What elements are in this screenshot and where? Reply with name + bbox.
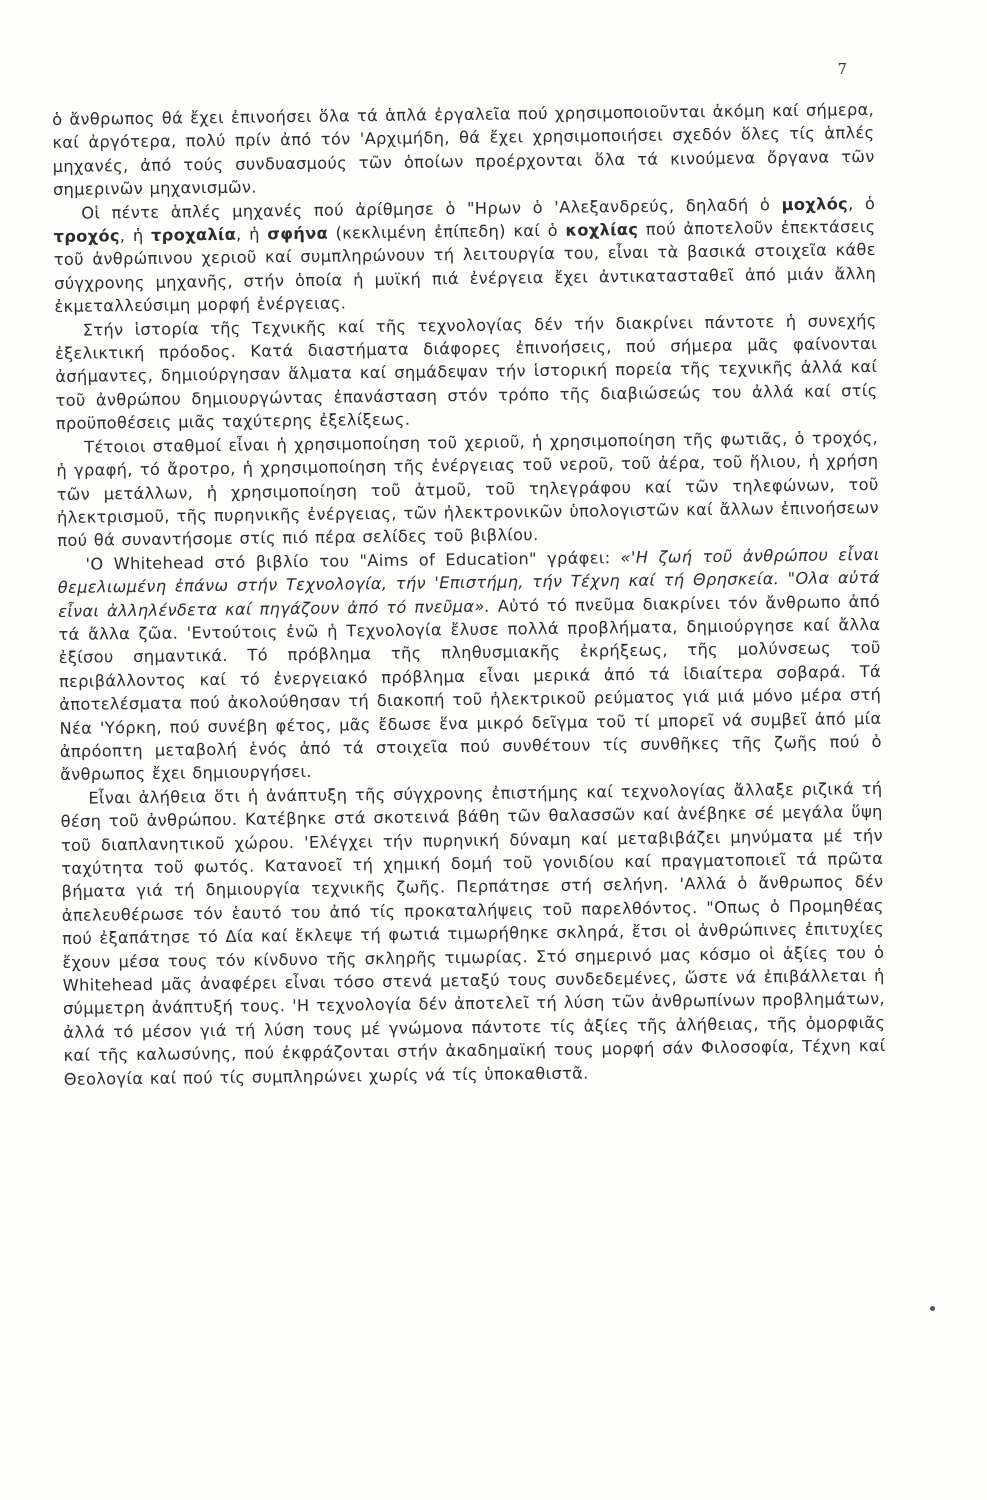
bold-term: κοχλίας <box>565 219 639 240</box>
text-run: ὁ ἄνθρωπος θά ἔχει ἐπινοήσει ὅλα τά ἁπλά ἐργαλεῖα πού χρησιμοποιοῦνται ἀκόμη καί σήμερα, καί ἀργότερα, πολύ πρίν ἀπό τόν 'Αρχιμήδη, θά ἔχει χρησιμοποιήσει σχεδόν ὅλες τίς ἁπλές μηχανές, ἀπό τούς συνδυασμούς τῶν ὁποίων προέρχονται ὅλα τά κινούμενα ὄργανα τῶν σημερινῶν μηχανισμῶν. <box>52 99 875 200</box>
bold-term: μοχλός <box>781 193 849 214</box>
text-run: Αὐτό τό πνεῦμα διακρίνει τόν ἄνθρωπο ἀπό τά ἄλλα ζῶα. 'Εντούτοις ἐνῶ ἡ Τεχνολογία ἔλυσε πολλά προβλήματα, δημιούργησε καί ἄλλα ἐξίσου σημαντικά. Τό πρόβλημα τῆς πληθυσμιακῆς ἐκρήξεως, τῆς μολύνσεως τοῦ περιβάλλοντος καί τό ἐνεργειακό πρόβλημα εἶναι μερικά ἀπό τά ἰδιαίτερα σοβαρά. Τά ἀποτελέσματα πού ἀκολούθησαν τή διακοπή τοῦ ἠλεκτρικοῦ ρεύματος γιά μιά μόνο μέρα στή Νέα 'Υόρκη, πού συνέβη φέτος, μᾶς ἔδωσε ἕνα μικρό δεῖγμα τοῦ τί μπορεῖ νά συμβεῖ ἀπό μία ἀπρόοπτη μεταβολή ἑνός ἀπό τά στοιχεῖα πού συνθέτουν τίς συνθῆκες τῆς ζωῆς πού ὁ ἄνθρωπος ἔχει δημιουργήσει. <box>58 591 882 785</box>
text-run: Στήν ἱστορία τῆς Τεχνικῆς καί τῆς τεχνολογίας δέν τήν διακρίνει πάντοτε ἡ συνεχής ἐξελικτική πρόοδος. Κατά διαστήματα διάφορες ἐπινοήσεις, πού σήμερα μᾶς φαίνονται ἀσήμαντες, δημιούργησαν ἅλματα καί σημάδεψαν τήν ἱστορική πορεία τῆς τεχνικῆς ἀλλά καί τοῦ ἀνθρώπου δημιουργώντας ἐπανάσταση στόν τρόπο τῆς διαβιώσεώς του ἀλλά καί στίς προϋποθέσεις μιᾶς ταχύτερης ἐξελίξεως. <box>54 310 878 434</box>
bold-term: τροχός <box>53 226 120 247</box>
text-run: πού ἀποτελοῦν ἐπεκτάσεις τοῦ ἀνθρώπινου χεριοῦ καί συμπληρώνουν τή λειτουργία του, εἶναι τὰ βασικά στοιχεῖα κάθε σύγχρονης μηχανῆς, στήν ὁποία ἡ μυϊκή πιά ἐνέργεια ἔχει ἀντικατασταθεῖ ἀπό μιάν ἄλλη ἐκμεταλλεύσιμη μορφή ἐνέργειας. <box>53 216 877 317</box>
text-run: , ἡ <box>236 224 268 244</box>
italic-quote: «'Η ζωή τοῦ ἀνθρώπου εἶναι θεμελιωμένη ἐπάνω στήν Τεχνολογία, τήν 'Επιστήμη, τήν Τέχνη καί τή Θρησκεία. "Ολα αὐτά εἶναι ἀλληλένδετα καί πηγάζουν ἀπό τό πνεῦμα». <box>57 544 880 621</box>
paragraph <box>53 192 876 319</box>
bold-term: σφήνα <box>267 223 329 244</box>
paragraph <box>52 98 875 202</box>
text-run: (κεκλιμένη ἐπίπεδη) καί ὁ <box>327 220 566 243</box>
text-run: , ὁ <box>847 193 876 213</box>
scan-speck <box>930 1306 935 1311</box>
text-run: Εἶναι ἀλήθεια ὅτι ἡ ἀνάπτυξη τῆς σύγχρονης ἐπιστήμης καί τεχνολογίας ἄλλαξε ριζικά τή θέση τοῦ ἀνθρώπου. Κατέβηκε στά σκοτεινά βάθη τῶν θαλασσῶν καί ἀνέβηκε σέ μεγάλα ὕψη τοῦ διαπλανητικοῦ χώρου. 'Ελέγχει τήν πυρηνική δύναμη καί μεταβιβάζει μηνύματα μέ τήν ταχύτητα τοῦ φωτός. Κατανοεῖ τή χημική δομή τοῦ γονιδίου καί πραγματοποιεῖ τά πρῶτα βήματα γιά τή δημιουργία τεχνικῆς ζωῆς. Περπάτησε στή σελήνη. 'Αλλά ὁ ἄνθρωπος δέν ἀπελευθέρωσε τόν ἑαυτό του ἀπό τίς προκαταλήψεις τοῦ παρελθόντος. "Οπως ὁ Προμηθέας πού ἐξαπάτησε τό Δία καί ἔκλεψε τή φωτιά τιμωρήθηκε σκληρά, ἔτσι οἱ ἀνθρώπινες ἐπιτυχίες ἔχουν μέσα τους τόν κίνδυνο τῆς σκληρῆς τιμωρίας. Στό σημερινό μας κόσμο οἱ ἀξίες του ὁ Whitehead μᾶς ἀναφέρει εἶναι τόσο στενά μεταξύ τους συνδεδεμένες, ὥστε νά ἐπιβάλλεται ἡ σύμμετρη ἀνάπτυξή τους. 'Η τεχνολογία δέν ἀποτελεῖ τή λύση τῶν ἀνθρωπίνων προβλημάτων, ἀλλά τό μέσον γιά τή λύση τους μέ γνώμονα πάντοτε τίς ἀξίες τῆς ἀλήθειας, τῆς ὀμορφιᾶς καί τῆς καλωσύνης, πού ἐκφράζονται στήν ἀκαδημαϊκή τους μορφή σάν Φιλοσοφία, Τέχνη καί Θεολογία καί πού τίς συμπληρώνει χωρίς νά τίς ὑποκαθιστᾶ. <box>60 778 886 1089</box>
paragraph <box>60 777 886 1091</box>
bold-term: τροχαλία <box>150 224 237 245</box>
page-number: 7 <box>837 60 847 78</box>
text-run: Οἱ πέντε ἁπλές μηχανές πού ἀρίθμησε ὁ "Ηρων ὁ 'Αλεξανδρεύς, δηλαδή ὁ <box>81 194 782 223</box>
paragraph <box>57 543 882 787</box>
paragraph <box>55 309 878 436</box>
paragraph <box>56 426 879 553</box>
page-body-text <box>52 98 886 1091</box>
text-run: Τέτοιοι σταθμοί εἶναι ἡ χρησιμοποίηση τοῦ χεριοῦ, ἡ χρησιμοποίηση τῆς φωτιᾶς, ὁ τροχός, ἡ γραφή, τό ἄροτρο, ἡ χρησιμοποίηση τῆς ἐνέργειας τοῦ νεροῦ, τοῦ ἀέρα, τοῦ ἥλιου, ἡ χρήση τῶν μετάλλων, ἡ χρησιμοποίηση τοῦ ἀτμοῦ, τοῦ τηλεγράφου καί τῶν τηλεφώνων, τοῦ ἠλεκτρισμοῦ, τῆς πυρηνικῆς ἐνέργειας, τῶν ἠλεκτρονικῶν ὑπολογιστῶν καί ἄλλων ἐπινοήσεων πού θά συναντήσομε στίς πιό πέρα σελίδες τοῦ βιβλίου. <box>56 427 880 551</box>
text-run: 'Ο Whitehead στό βιβλίο του "Aims of Education" γράφει: <box>85 547 621 574</box>
text-run: , ἡ <box>119 225 152 246</box>
